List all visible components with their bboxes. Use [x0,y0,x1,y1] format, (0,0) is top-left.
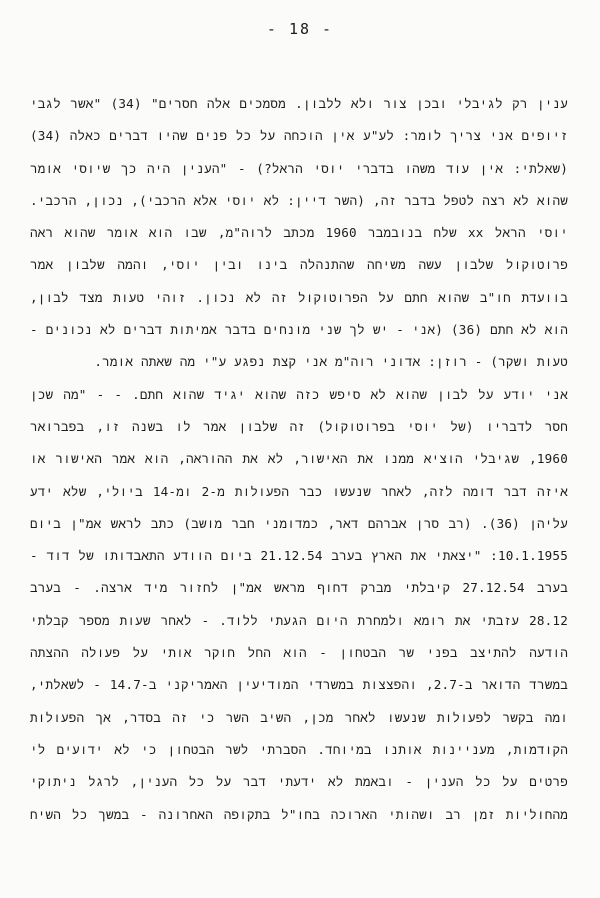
text-line: בוועדת חו"ב שהוא חתם על הפרוטוקול זה לא נכון. זוהי טעות מצד לבון, [30,289,568,305]
text-line: ענין רק לגיבלי ובכן צור ולא ללבון. מסמכים אלה חסרים" (34) "אשר לגבי [30,96,568,111]
text-line: אני יודע על לבון שהוא לא סיפש כזה שהוא יגיד שהוא חתם. - - "מה שכן [30,386,568,402]
text-line: בערב 27.12.54 קיבלתי מברק דחוף מראש אמ"ן לחזור מיד ארצה. - בערב [30,580,568,596]
text-line: הקודמות, מעניינות אותנו במיוחד. הסברתי לשר הבטחון כי לא ידועים לי [30,741,568,757]
text-line: עליהן (36). (רב סרן אברהם דאר, כמדומני חבר מושב) כתב לראש אמ"ן ביום [30,515,568,531]
text-line: 1960, שגיבלי הוציא ממנו את האישור, לא את ההוראה, הוא אמר האישור או [30,451,568,467]
text-line: (שאלתי: אין עוד משהו בדברי יוסי הראל?) - "הענין היה כך שיוסי אומר [30,160,568,176]
text-line: במשרד הדואר ב-2.7, והפצצות במשרדי המודיעין האמריקני ב-14.7 - לשאלתי, [30,677,568,693]
page-number: - 18 - [266,20,334,38]
text-line: יוסי הראל xx שלח בנובמבר 1960 מכתב לרוה"מ, שבו הוא אומר שהוא ראה [30,225,568,241]
text-line: טעות ושקר) - רוזן: אדוני רוה"מ אני קצת נפגע ע"י מה שאתה אומר. [94,354,568,370]
text-line: 10.1.1955: "יצאתי את הארץ בערב 21.12.54 ביום הוודע התאבדותו של דוד - [30,548,568,564]
text-line: איזה דבר דומה לזה, לאחר שנעשו כבר הפעולות מ-2 ומ-14 ביולי, שלא ידע [30,483,568,499]
text-line: הוא לא חתם (36) (אני - יש לך שני מונחים בדבר אמיתות דברים לא נכונים - [30,322,568,338]
text-line: חסר לדבריו (של יוסי בפרוטוקול) זה שלבון אמר לו בשנה זו, בפברואר [30,418,568,434]
text-line: שהוא לא רצה לטפל בדבר זה, (השר דיין: לא יוסי אלא הרכבי), נכון, הרכבי. [30,192,568,208]
text-line: פרוטוקול שלבון עשה משיחה שהתנהלה בינו ובין יוסי, והמה שלבון אמר [30,257,568,273]
document-body [30,88,568,831]
text-line: 28.12 עזבתי את רומא ולמחרת היום הגעתי ללוד. - לאחר שעות מספר קבלתי [30,612,568,628]
text-line: פרטים על כל הענין - ובאמת לא ידעתי דבר על כל הענין, לרגל ניתוקי [30,774,568,790]
text-line: זיופים אני צריך לומר: לע"ע אין הוכחה על כל פנים שהיו דברים כאלה (34) [30,128,568,144]
text-line: מהחוליות זמן רב ושהותי הארוכה בחו"ל בתקופה האחרונה - במשך כל השיח [30,806,568,822]
text-line: הודעה להתיצב בפני שר הבטחון - הוא החל חוקר אותי על פעולה ההצתה [30,645,568,661]
text-line: ומה בקשר לפעולות שנעשו לאחר מכן, השיב השר כי זה בסדר, אך הפעולות [30,709,568,725]
